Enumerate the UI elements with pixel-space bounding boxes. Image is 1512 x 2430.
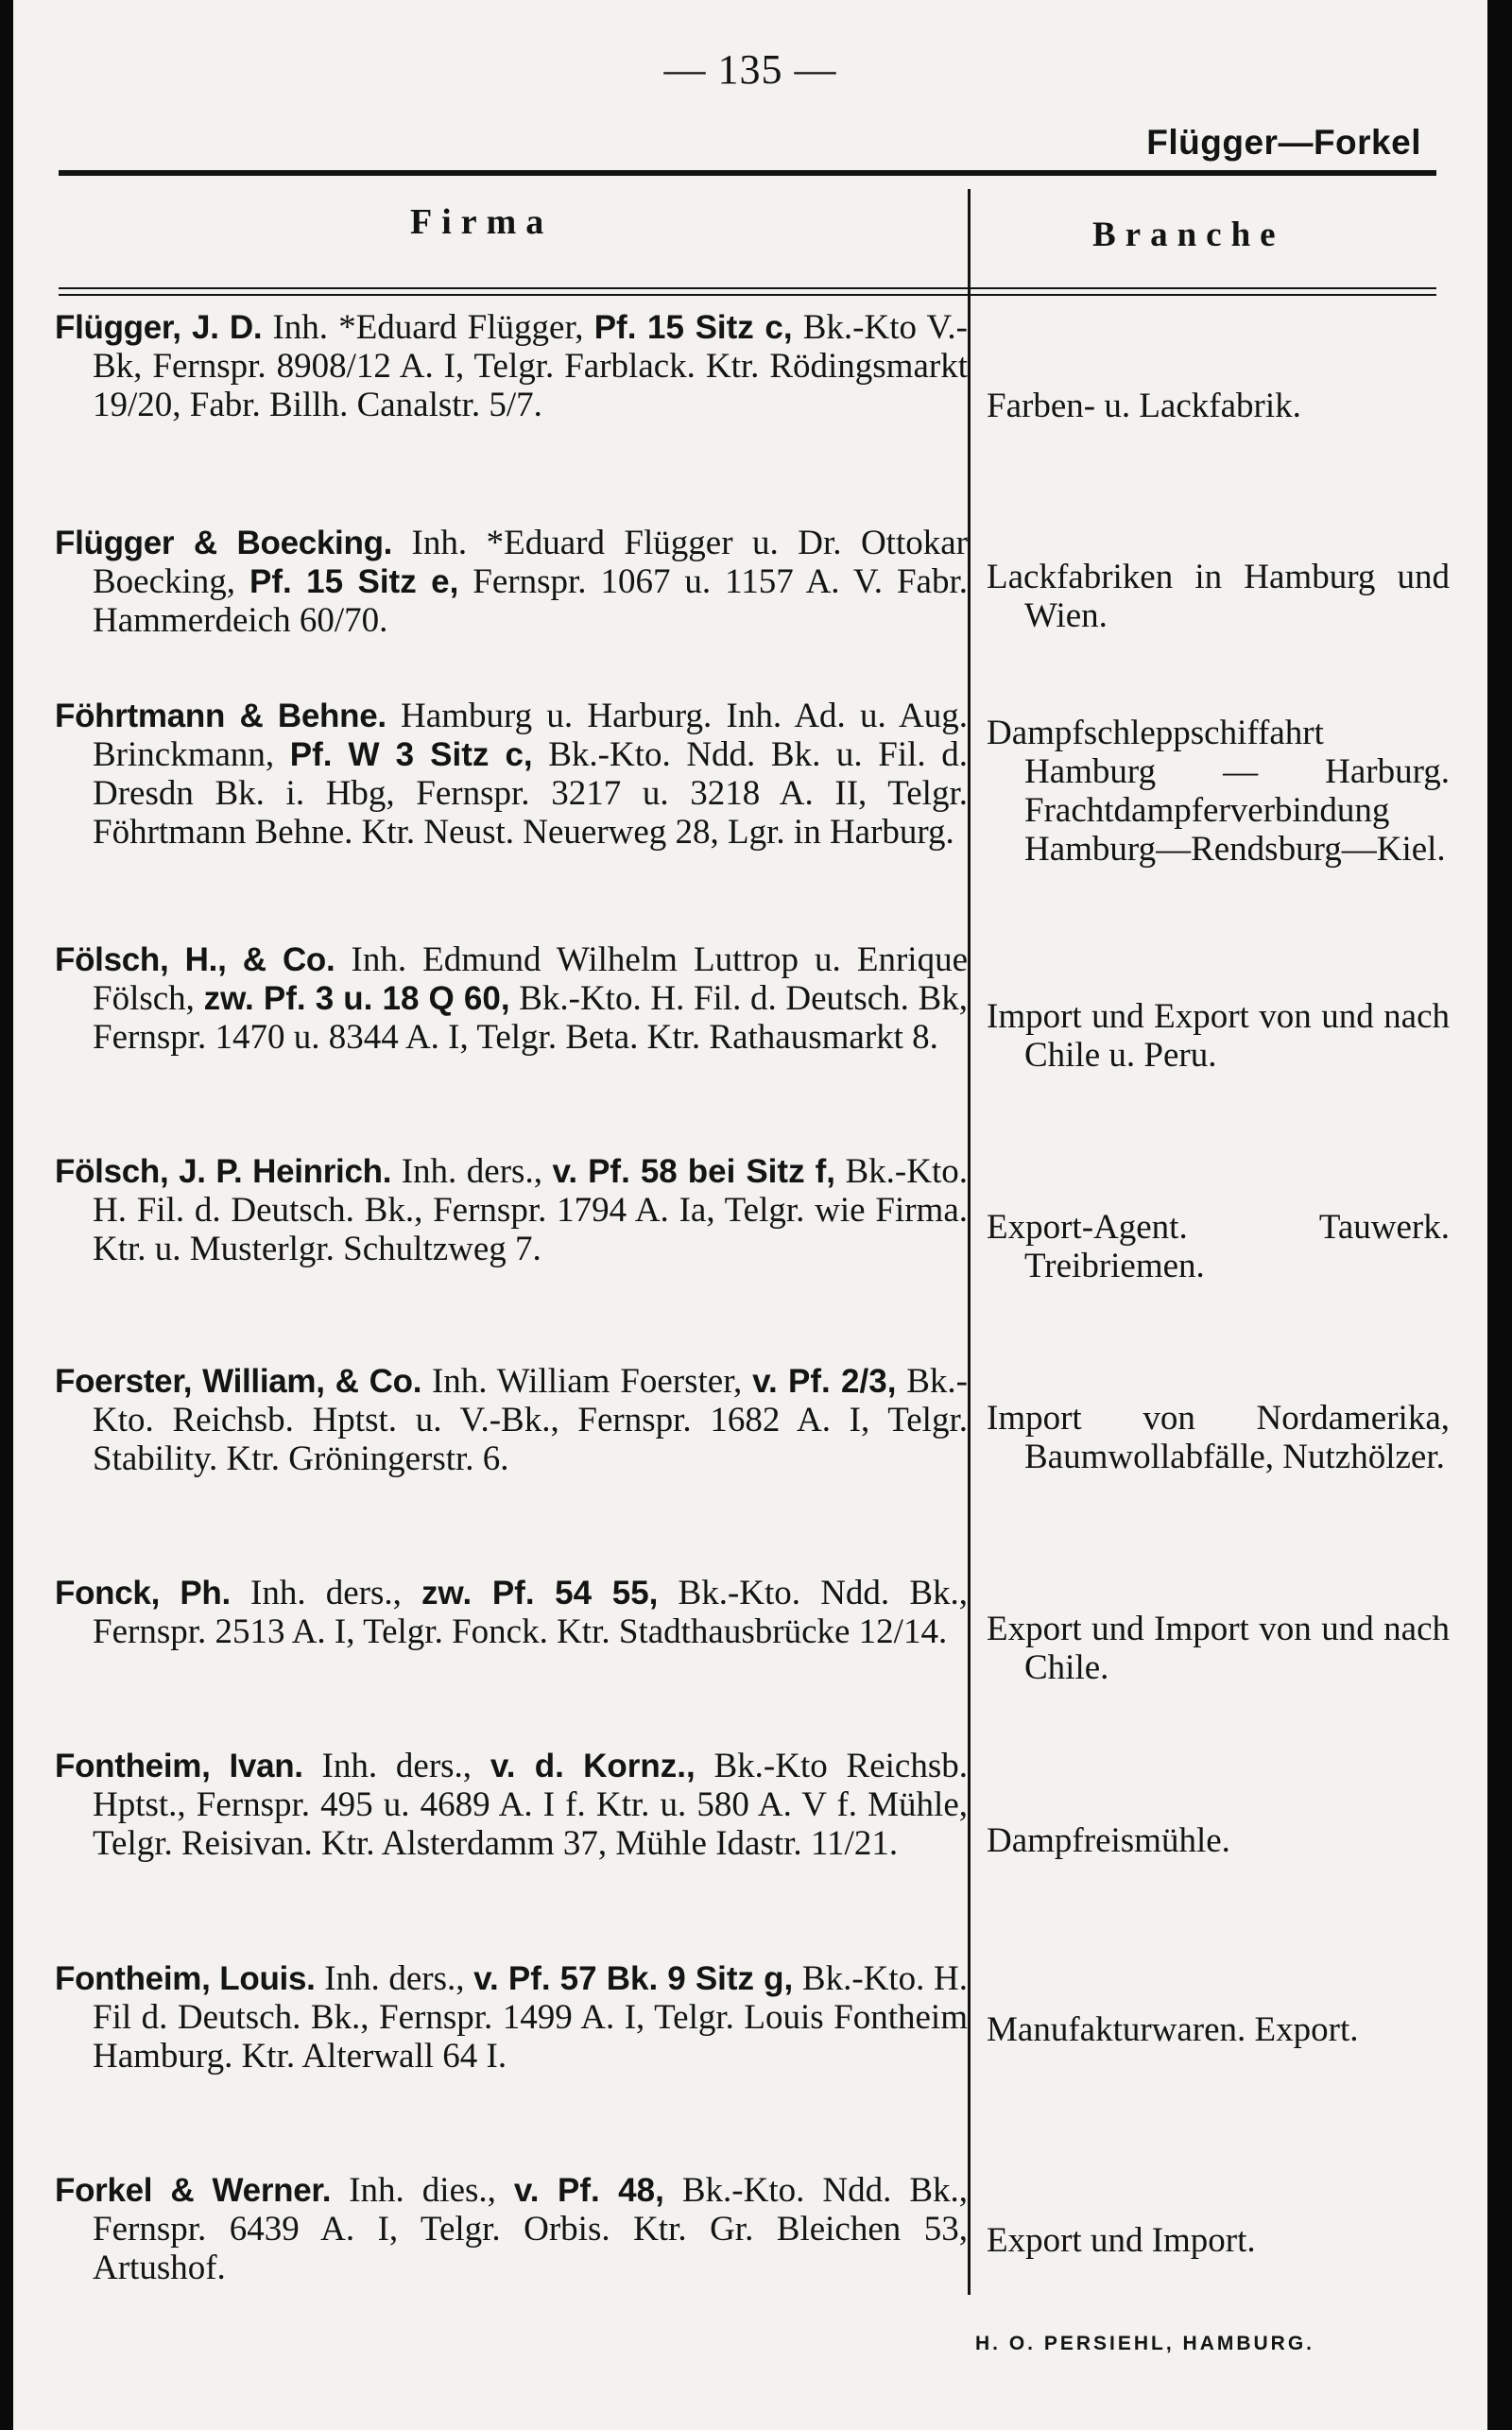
branche-text: Export und Import von und nach Chile. (987, 1610, 1450, 1687)
directory-entry (55, 524, 968, 640)
directory-entry (55, 1362, 968, 1478)
firm-name: Fonck, Ph. (55, 1575, 231, 1611)
entry-postbox: v. Pf. 57 Bk. 9 Sitz g, (473, 1960, 794, 1997)
branche-text: Farben- u. Lackfabrik. (987, 387, 1301, 425)
entry-details: Bk.-Kto V.-Bk, Fernspr. 8908/12 A. I, Telgr. Farblack. Ktr. Rödingsmarkt 19/20, Fabr. Billh. Canalstr. 5/7. (93, 308, 968, 424)
firm-name: Flügger & Boecking. (55, 525, 393, 561)
entry-details: Bk.-Kto. H. Fil d. Deutsch. Bk., Fernspr. 1499 A. I, Telgr. Louis Fontheim Hamburg. Ktr. Alterwall 64 I. (93, 1959, 968, 2076)
firm-name: Foerster, William, & Co. (55, 1363, 422, 1400)
branche-cell (987, 1399, 1450, 1476)
column-header-branche: Branche (1092, 215, 1285, 254)
entry-details: Bk.-Kto. H. Fil. d. Deutsch. Bk., Fernspr. 1794 A. Ia, Telgr. wie Firma. Ktr. u. Musterlgr. Schultzweg 7. (93, 1152, 969, 1268)
entry-postbox: zw. Pf. 3 u. 18 Q 60, (203, 980, 510, 1017)
branche-cell (987, 1821, 1450, 1860)
running-head: Flügger—Forkel (1146, 123, 1421, 162)
entry-owner: Inh. ders., (391, 1152, 553, 1191)
entry-details: Bk.-Kto. Ndd. Bk., Fernspr. 2513 A. I, Telgr. Fonck. Ktr. Stadthausbrücke 12/14. (93, 1574, 968, 1651)
firm-name: Föhrtmann & Behne. (55, 698, 387, 734)
directory-entry (55, 1747, 968, 1863)
column-header-rule (59, 287, 1436, 289)
printer-imprint: H. O. PERSIEHL, HAMBURG. (975, 2333, 1315, 2354)
entry-owner: Inh. *Eduard Flügger u. Dr. Ottokar Boecking, (93, 524, 968, 601)
directory-entry (55, 1574, 968, 1651)
directory-page (13, 0, 1487, 2430)
entry-owner: Inh. ders., (315, 1959, 474, 1998)
directory-entry (55, 2171, 968, 2287)
entry-owner: Inh. William Foerster, (421, 1362, 753, 1401)
entry-postbox: v. Pf. 48, (513, 2172, 664, 2209)
branche-text: Export-Agent. Tauwerk. Treibriemen. (987, 1208, 1450, 1285)
directory-entry (55, 940, 968, 1057)
branche-text: Lackfabriken in Hamburg und Wien. (987, 558, 1450, 635)
branche-cell (987, 387, 1450, 425)
entry-postbox: v. Pf. 58 bei Sitz f, (552, 1153, 835, 1190)
branche-text: Export und Import. (987, 2221, 1256, 2260)
branche-cell (987, 2010, 1450, 2049)
branche-cell (987, 714, 1450, 869)
branche-cell (987, 558, 1450, 635)
directory-entry (55, 1152, 968, 1268)
directory-entry (55, 308, 968, 424)
entry-owner: Inh. ders., (230, 1574, 422, 1612)
entry-details: Bk.-Kto. Reichsb. Hptst. u. V.-Bk., Fernspr. 1682 A. I, Telgr. Stability. Ktr. Gröningerstr. 6. (93, 1362, 968, 1478)
entry-owner: Inh. Edmund Wilhelm Luttrop u. Enrique Fölsch, (93, 940, 968, 1018)
entry-owner: Hamburg u. Harburg. Inh. Ad. u. Aug. Brinckmann, (93, 697, 968, 774)
entry-postbox: Pf. 15 Sitz e, (249, 563, 459, 600)
entry-postbox: v. d. Kornz., (490, 1748, 696, 1784)
entry-owner: Inh. ders., (302, 1747, 490, 1785)
column-header-firma: Firma (410, 202, 554, 242)
branche-text: Import und Export von und nach Chile u. Peru. (987, 997, 1450, 1075)
firm-name: Fontheim, Ivan. (55, 1748, 303, 1784)
entry-details: Bk.-Kto Reichsb. Hptst., Fernspr. 495 u. 4689 A. I f. Ktr. u. 580 A. V f. Mühle, Telgr. Reisivan. Ktr. Alsterdamm 37, Mühle Idastr. 11/21. (93, 1747, 968, 1863)
directory-entry (55, 1959, 968, 2076)
entry-postbox: v. Pf. 2/3, (752, 1363, 897, 1400)
entry-owner: Inh. dies., (331, 2171, 514, 2210)
entry-details: Fernspr. 1067 u. 1157 A. V. Fabr. Hammerdeich 60/70. (93, 562, 968, 640)
firm-name: Forkel & Werner. (55, 2172, 332, 2209)
branche-text: Dampfreismühle. (987, 1821, 1230, 1860)
header-rule (59, 170, 1436, 176)
branche-cell (987, 1610, 1450, 1687)
entry-details: Bk.-Kto. Ndd. Bk., Fernspr. 6439 A. I, Telgr. Orbis. Ktr. Gr. Bleichen 53, Artushof. (93, 2171, 968, 2287)
branche-text: Import von Nordamerika, Baumwollabfälle, Nutzhölzer. (987, 1399, 1450, 1476)
branche-cell (987, 997, 1450, 1075)
branche-text: Dampfschleppschiffahrt Hamburg — Harburg. Frachtdampferverbindung Hamburg—Rendsburg—Kiel. (987, 714, 1450, 869)
entry-owner: Inh. *Eduard Flügger, (262, 308, 594, 347)
directory-entry (55, 697, 968, 852)
entry-postbox: Pf. W 3 Sitz c, (289, 736, 533, 773)
firm-name: Fölsch, H., & Co. (55, 941, 335, 978)
entry-postbox: Pf. 15 Sitz c, (593, 309, 793, 346)
firm-name: Fontheim, Louis. (55, 1960, 316, 1997)
page-number: — 135 — (663, 46, 837, 93)
column-header-rule-double (59, 294, 1436, 296)
firm-name: Fölsch, J. P. Heinrich. (55, 1153, 392, 1190)
column-divider (968, 189, 971, 2295)
entry-details: Bk.-Kto. Ndd. Bk. u. Fil. d. Dresdn Bk. i. Hbg, Fernspr. 3217 u. 3218 A. II, Telgr. Föhrtmann Behne. Ktr. Neust. Neuerweg 28, Lgr. in Harburg. (93, 735, 968, 852)
branche-cell (987, 2221, 1450, 2260)
branche-cell (987, 1208, 1450, 1285)
firm-name: Flügger, J. D. (55, 309, 263, 346)
branche-text: Manufakturwaren. Export. (987, 2010, 1359, 2049)
entry-postbox: zw. Pf. 54 55, (421, 1575, 659, 1611)
entry-details: Bk.-Kto. H. Fil. d. Deutsch. Bk, Fernspr. 1470 u. 8344 A. I, Telgr. Beta. Ktr. Rathausmarkt 8. (93, 979, 968, 1057)
